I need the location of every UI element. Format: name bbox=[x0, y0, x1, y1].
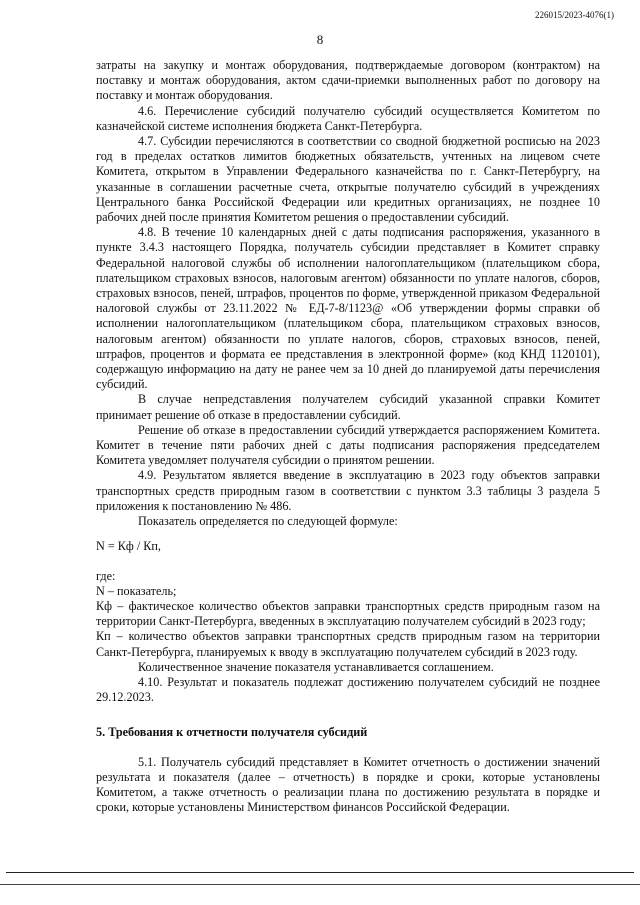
where-label: где: bbox=[96, 568, 116, 583]
bottom-rule bbox=[6, 872, 634, 873]
definition-n: N – показатель; bbox=[96, 583, 177, 598]
paragraph: 4.7. Субсидии перечисляются в соответствии со сводной бюджетной росписью на 2023 год в пределах остатков лимитов бюджетных обязательств, учтенных на лицевом счете Комитета, открытом в Управлении Федерального казначейства по г. Санкт-Петербургу, на указанные в соглашении расчетные счета, открытые получателю субсидий в учреждениях Центрального банка Российской Федерации или кредитных организациях, не позднее 10 рабочих дней после принятия Комитетом решения о предоставлении субсидий. bbox=[96, 134, 600, 225]
paragraph: 4.8. В течение 10 календарных дней с даты подписания распоряжения, указанного в пункте 3.4.3 настоящего Порядка, получатель субсидии представляет в Комитет справку Федеральной налоговой службы об исполнении налогоплательщиком (плательщиком сбора, плательщиком страховых взносов, налоговым агентом) обязанности по уплате налогов, сборов, страховых взносов, пеней, штрафов, процентов по форме, утвержденной приказом Федеральной налоговой службы от 23.11.2022 № ЕД-7-8/1123@ «Об утверждении формы справки об исполнении налогоплательщиком (плательщиком сбора, плательщиком страховых взносов, налоговым агентом) обязанности по уплате налогов, сборов, страховых взносов, пеней, штрафов, процентов и формата ее представления в электронной форме» (код КНД 1120101), содержащую информацию на дату не ранее чем за 10 дней до планируемой даты перечисления субсидий. bbox=[96, 225, 600, 392]
paragraph: Показатель определяется по следующей формуле: bbox=[138, 514, 398, 529]
bottom-rule-thin bbox=[0, 884, 640, 885]
paragraph: 4.6. Перечисление субсидий получателю субсидий осуществляется Комитетом по казначейской системе исполнения бюджета Санкт-Петербурга. bbox=[96, 103, 600, 133]
paragraph: 4.10. Результат и показатель подлежат достижению получателем субсидий не позднее 29.12.2023. bbox=[96, 674, 600, 705]
paragraph: Количественное значение показателя устанавливается соглашением. bbox=[138, 659, 494, 674]
paragraph: 5.1. Получатель субсидий представляет в Комитет отчетность о достижении значений результата и показателя (далее – отчетность) в порядке и сроки, которые установлены Комитетом, а также отчетность о реализации плана по достижению результата в порядке и сроки, которые установлены Министерством финансов Российской Федерации. bbox=[96, 754, 600, 815]
document-body bbox=[96, 58, 600, 815]
paragraph: В случае непредставления получателем субсидий указанной справки Комитет принимает решение об отказе в предоставлении субсидий. bbox=[96, 392, 600, 422]
definition-kp: Кп – количество объектов заправки транспортных средств природным газом на территории Санкт-Петербурга, планируемых к вводу в эксплуатацию получателем субсидий в 2023 году. bbox=[96, 629, 600, 659]
definition-kf: Кф – фактическое количество объектов заправки транспортных средств природным газом на территории Санкт-Петербурга, введенных в эксплуатацию получателем субсидий в 2023 году; bbox=[96, 598, 600, 629]
paragraph: Решение об отказе в предоставлении субсидий утверждается распоряжением Комитета. Комитет в течение пяти рабочих дней с даты подписания распоряжения председателем Комитета уведомляет получателя субсидии о принятом решении. bbox=[96, 422, 600, 468]
paragraph: затраты на закупку и монтаж оборудования, подтверждаемые договором (контрактом) на поставку и монтаж оборудования, актом сдачи-приемки выполненных работ по договору на поставку и монтаж оборудования. bbox=[96, 58, 600, 103]
formula: N = Кф / Кп, bbox=[96, 539, 161, 554]
section-heading: 5. Требования к отчетности получателя субсидий bbox=[96, 725, 368, 740]
page-number: 8 bbox=[316, 32, 324, 47]
document-code: 226015/2023-4076(1) bbox=[535, 10, 614, 20]
paragraph: 4.9. Результатом является введение в эксплуатацию в 2023 году объектов заправки транспортных средств природным газом в соответствии с пунктом 3.3 таблицы 3 раздела 5 приложения к постановлению № 486. bbox=[96, 468, 600, 513]
